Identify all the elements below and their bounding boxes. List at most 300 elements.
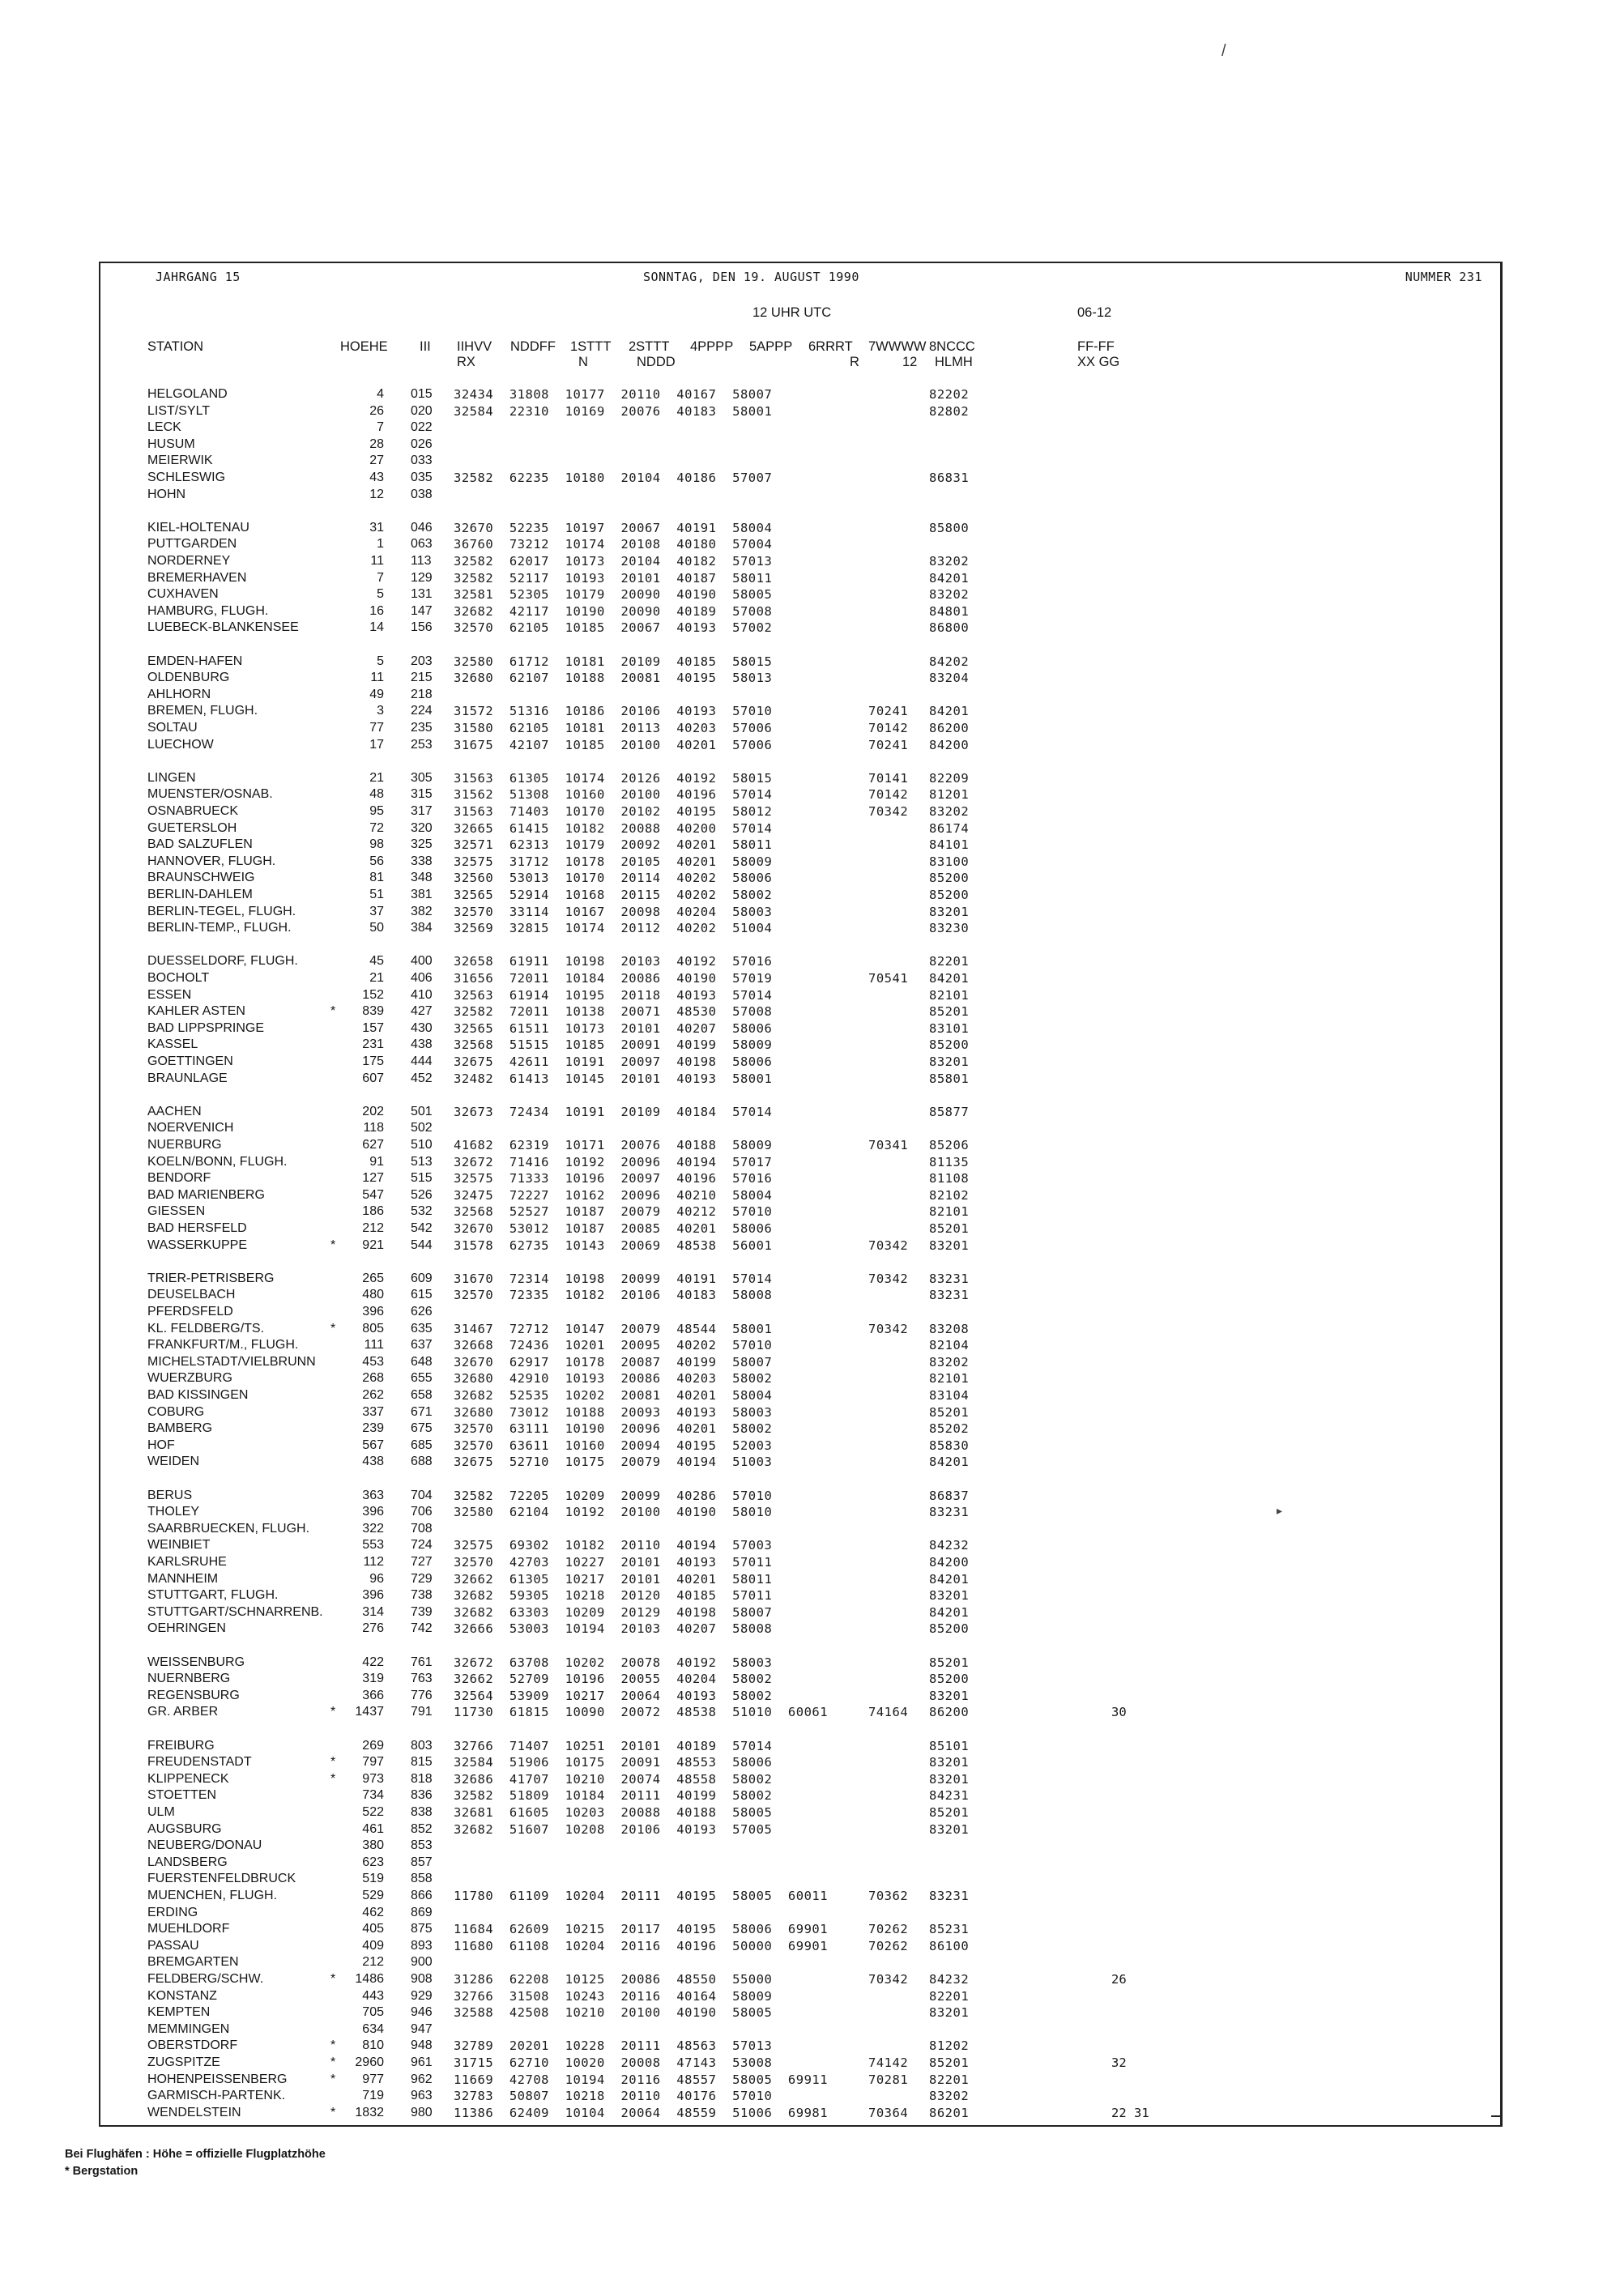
station-id: 215 xyxy=(411,671,433,685)
station-name: MICHELSTADT/VIELBRUNN xyxy=(147,1354,316,1369)
table-row xyxy=(100,1955,1500,1970)
station-name: ULM xyxy=(147,1805,175,1819)
table-row xyxy=(100,738,1500,753)
station-height: 269 xyxy=(362,1738,384,1753)
table-row xyxy=(100,1621,1500,1637)
table-row xyxy=(100,971,1500,986)
station-name: WUERZBURG xyxy=(147,1371,232,1386)
mountain-station-mark: * xyxy=(330,1321,336,1335)
station-name: KARLSRUHE xyxy=(147,1555,227,1569)
corner-mark xyxy=(1491,2115,1503,2117)
table-row xyxy=(100,437,1500,453)
observation-groups: 32680 62107 10188 20081 40195 58013 xyxy=(454,671,773,686)
table-row xyxy=(100,1788,1500,1804)
col-4pppp: 4PPPP xyxy=(690,339,734,354)
station-name: WASSERKUPPE xyxy=(147,1237,247,1252)
cloud-group: 83230 xyxy=(929,921,970,936)
station-name: FREIBURG xyxy=(147,1738,215,1753)
station-height: 175 xyxy=(362,1054,384,1068)
station-height: 734 xyxy=(362,1788,384,1803)
cloud-group: 86100 xyxy=(929,1938,970,1953)
table-row xyxy=(100,1388,1500,1404)
station-height: 43 xyxy=(369,471,384,484)
station-height: 4 xyxy=(377,387,384,401)
station-name: LIST/SYLT xyxy=(147,403,211,418)
table-row xyxy=(100,1939,1500,1954)
observation-groups: 31670 72314 10198 20099 40191 57014 xyxy=(454,1271,773,1286)
station-id: 739 xyxy=(411,1604,433,1619)
station-id: 658 xyxy=(411,1388,433,1402)
observation-groups: 31580 62105 10181 20113 40203 57006 xyxy=(454,721,773,735)
station-height: 157 xyxy=(362,1020,384,1035)
station-height: 1437 xyxy=(355,1705,384,1719)
cloud-group: 82802 xyxy=(929,403,970,419)
observation-groups: 32582 62235 10180 20104 40186 57007 xyxy=(454,471,773,485)
observation-groups: 32563 61914 10195 20118 40193 57014 xyxy=(454,987,773,1003)
station-height: 547 xyxy=(362,1187,384,1202)
cloud-group: 85201 xyxy=(929,1655,970,1670)
cloud-group: 82104 xyxy=(929,1338,970,1353)
station-height: 14 xyxy=(369,620,384,635)
station-id: 315 xyxy=(411,787,433,802)
observation-groups: 31715 62710 10020 20008 47143 53008 xyxy=(454,2055,773,2070)
col-8nccc-sub: HLMH xyxy=(935,355,973,369)
cloud-group: 86831 xyxy=(929,471,970,485)
footnote-mountain: * Bergstation xyxy=(65,2165,139,2178)
issue-number: NUMMER 231 xyxy=(1405,270,1482,284)
observation-groups: 32766 31508 10243 20116 40164 58009 xyxy=(454,1988,773,2004)
station-id: 866 xyxy=(411,1889,433,1902)
station-id: 961 xyxy=(411,2055,433,2069)
observation-groups: 32564 53909 10217 20064 40193 58002 xyxy=(454,1688,773,1703)
wind-gust: 26 xyxy=(1111,1972,1127,1987)
observation-groups: 31467 72712 10147 20079 48544 58001 xyxy=(454,1321,773,1336)
table-row xyxy=(100,1922,1500,1937)
table-row xyxy=(100,988,1500,1003)
observation-groups: 32582 62017 10173 20104 40182 57013 xyxy=(454,554,773,569)
weather-group: 70142 xyxy=(868,721,909,735)
station-name: BAD SALZUFLEN xyxy=(147,837,253,852)
observation-groups: 32666 53003 10194 20103 40207 58008 xyxy=(454,1621,773,1637)
cloud-group: 85201 xyxy=(929,1805,970,1820)
station-id: 320 xyxy=(411,820,433,835)
col-7wwww-sub: 12 xyxy=(902,355,918,369)
cloud-group: 82201 xyxy=(929,1988,970,2004)
station-id: 430 xyxy=(411,1020,433,1035)
station-height: 21 xyxy=(369,971,384,985)
table-row xyxy=(100,1889,1500,1904)
station-height: 519 xyxy=(362,1872,384,1886)
observation-groups: 32570 72335 10182 20106 40183 58008 xyxy=(454,1288,773,1303)
observation-groups: 32570 42703 10227 20101 40193 57011 xyxy=(454,1555,773,1570)
cloud-group: 82101 xyxy=(929,1371,970,1387)
observation-groups: 32668 72436 10201 20095 40202 57010 xyxy=(454,1338,773,1353)
station-height: 973 xyxy=(362,1771,384,1786)
station-id: 637 xyxy=(411,1338,433,1352)
cloud-group: 83201 xyxy=(929,1054,970,1069)
station-id: 156 xyxy=(411,620,433,635)
station-name: KASSEL xyxy=(147,1037,198,1052)
station-name: KAHLER ASTEN xyxy=(147,1004,245,1019)
station-name: BAMBERG xyxy=(147,1421,213,1436)
station-name: FREUDENSTADT xyxy=(147,1755,252,1770)
station-id: 510 xyxy=(411,1138,433,1152)
station-id: 452 xyxy=(411,1071,433,1085)
station-id: 218 xyxy=(411,687,433,701)
station-id: 253 xyxy=(411,737,433,752)
weather-group: 70142 xyxy=(868,787,909,803)
report-date: SONNTAG, DEN 19. AUGUST 1990 xyxy=(643,270,859,284)
weather-group: 70342 xyxy=(868,1271,909,1286)
table-row xyxy=(100,620,1500,636)
cloud-group: 83231 xyxy=(929,1288,970,1303)
observation-groups: 32682 51607 10208 20106 40193 57005 xyxy=(454,1821,773,1837)
station-id: 131 xyxy=(411,587,433,602)
cloud-group: 81108 xyxy=(929,1171,970,1186)
table-row xyxy=(100,1538,1500,1553)
station-id: 022 xyxy=(411,420,433,435)
cloud-group: 83204 xyxy=(929,671,970,686)
observation-groups: 32580 61712 10181 20109 40185 58015 xyxy=(454,654,773,669)
station-id: 803 xyxy=(411,1738,433,1753)
station-name: HAMBURG, FLUGH. xyxy=(147,603,269,618)
table-row xyxy=(100,771,1500,786)
wind-block-label: 06-12 xyxy=(1077,305,1112,320)
station-height: 48 xyxy=(369,787,384,802)
station-height: 977 xyxy=(362,2072,384,2086)
station-name: STUTTGART/SCHNARRENB. xyxy=(147,1604,323,1619)
observation-groups: 32565 61511 10173 20101 40207 58006 xyxy=(454,1020,773,1036)
station-name: MEIERWIK xyxy=(147,454,213,468)
station-id: 852 xyxy=(411,1821,433,1836)
station-name: AACHEN xyxy=(147,1104,202,1118)
table-row xyxy=(100,604,1500,620)
station-height: 805 xyxy=(362,1321,384,1335)
cloud-group: 82202 xyxy=(929,387,970,402)
station-height: 396 xyxy=(362,1505,384,1519)
station-height: 623 xyxy=(362,1855,384,1869)
station-name: NOERVENICH xyxy=(147,1121,234,1135)
table-row xyxy=(100,420,1500,436)
weather-group: 70342 xyxy=(868,1321,909,1336)
observation-groups: 32680 42910 10193 20086 40203 58002 xyxy=(454,1371,773,1387)
station-height: 607 xyxy=(362,1071,384,1085)
station-name: WEIDEN xyxy=(147,1455,199,1469)
table-row xyxy=(100,387,1500,403)
station-id: 963 xyxy=(411,2089,433,2103)
station-name: BRAUNLAGE xyxy=(147,1071,228,1085)
col-2sttt: 2STTT xyxy=(629,339,670,354)
station-height: 72 xyxy=(369,820,384,835)
station-id: 893 xyxy=(411,1938,433,1953)
observation-groups: 31562 51308 10160 20100 40196 57014 xyxy=(454,787,773,803)
cloud-group: 85200 xyxy=(929,1037,970,1053)
station-id: 305 xyxy=(411,770,433,785)
station-name: AHLHORN xyxy=(147,687,211,701)
cloud-group: 85200 xyxy=(929,871,970,886)
station-height: 26 xyxy=(369,403,384,418)
station-name: OBERSTDORF xyxy=(147,2038,238,2053)
station-id: 908 xyxy=(411,1972,433,1986)
observation-groups: 32686 41707 10210 20074 48558 58002 xyxy=(454,1771,773,1787)
station-id: 203 xyxy=(411,654,433,668)
observation-groups: 32475 72227 10162 20096 40210 58004 xyxy=(454,1187,773,1203)
station-id: 675 xyxy=(411,1421,433,1436)
station-name: SOLTAU xyxy=(147,721,198,735)
station-name: LECK xyxy=(147,420,181,435)
table-row xyxy=(100,1588,1500,1604)
observation-groups: 32580 62104 10192 20100 40190 58010 xyxy=(454,1505,773,1520)
station-height: 322 xyxy=(362,1521,384,1536)
volume-label: JAHRGANG 15 xyxy=(156,270,241,284)
station-height: 719 xyxy=(362,2089,384,2103)
station-height: 567 xyxy=(362,1438,384,1452)
station-name: KEMPTEN xyxy=(147,2005,211,2020)
station-name: NEUBERG/DONAU xyxy=(147,1838,262,1853)
observation-groups: 32434 31808 10177 20110 40167 58007 xyxy=(454,387,773,402)
cloud-group: 81202 xyxy=(929,2038,970,2054)
observation-groups: 32584 22310 10169 20076 40183 58001 xyxy=(454,403,773,419)
station-height: 7 xyxy=(377,420,384,435)
table-row xyxy=(100,871,1500,886)
station-height: 49 xyxy=(369,687,384,701)
station-height: 1 xyxy=(377,537,384,552)
table-row xyxy=(100,821,1500,837)
station-name: BREMEN, FLUGH. xyxy=(147,704,258,718)
table-row xyxy=(100,1071,1500,1087)
station-height: 453 xyxy=(362,1354,384,1369)
station-height: 921 xyxy=(362,1237,384,1252)
observation-groups: 32570 63611 10160 20094 40195 52003 xyxy=(454,1438,773,1453)
station-height: 28 xyxy=(369,437,384,451)
table-row xyxy=(100,1989,1500,2004)
station-id: 438 xyxy=(411,1037,433,1052)
observation-groups: 11680 61108 10204 20116 40196 50000 69901 xyxy=(454,1938,829,1953)
cloud-group: 85101 xyxy=(929,1738,970,1753)
observation-groups: 32675 42611 10191 20097 40198 58006 xyxy=(454,1054,773,1069)
col-7wwww: 7WWWW xyxy=(868,339,927,354)
table-row xyxy=(100,537,1500,552)
station-id: 626 xyxy=(411,1305,433,1318)
observation-groups: 32571 62313 10179 20092 40201 58011 xyxy=(454,837,773,853)
table-row xyxy=(100,654,1500,670)
station-name: NUERBURG xyxy=(147,1138,222,1152)
station-name: WEINBIET xyxy=(147,1538,211,1553)
station-id: 706 xyxy=(411,1505,433,1519)
station-height: 462 xyxy=(362,1905,384,1919)
station-id: 738 xyxy=(411,1588,433,1603)
mountain-station-mark: * xyxy=(330,1237,336,1252)
station-id: 776 xyxy=(411,1688,433,1702)
station-id: 035 xyxy=(411,471,433,484)
cloud-group: 83202 xyxy=(929,587,970,603)
table-row xyxy=(100,1689,1500,1704)
station-id: 763 xyxy=(411,1672,433,1686)
station-name: BENDORF xyxy=(147,1171,211,1186)
station-name: DUESSELDORF, FLUGH. xyxy=(147,954,298,969)
table-row xyxy=(100,1572,1500,1587)
observation-groups: 32584 51906 10175 20091 48553 58006 xyxy=(454,1755,773,1770)
station-name: THOLEY xyxy=(147,1505,200,1519)
station-name: COBURG xyxy=(147,1404,205,1419)
observation-groups: 32682 52535 10202 20081 40201 58004 xyxy=(454,1388,773,1403)
table-row xyxy=(100,921,1500,936)
station-name: WEISSENBURG xyxy=(147,1655,245,1669)
col-1sttt: 1STTT xyxy=(570,339,612,354)
station-name: LANDSBERG xyxy=(147,1855,228,1869)
station-name: GOETTINGEN xyxy=(147,1054,233,1068)
observation-groups: 11684 62609 10215 20117 40195 58006 69901 xyxy=(454,1922,829,1937)
station-height: 3 xyxy=(377,704,384,718)
weather-group: 70341 xyxy=(868,1138,909,1152)
station-id: 857 xyxy=(411,1855,433,1869)
station-name: PFERDSFELD xyxy=(147,1305,233,1318)
station-name: BERUS xyxy=(147,1488,193,1502)
station-name: MUENCHEN, FLUGH. xyxy=(147,1889,278,1902)
weather-group: 70364 xyxy=(868,2105,909,2120)
col-iii: III xyxy=(420,339,431,354)
station-id: 033 xyxy=(411,454,433,468)
station-id: 635 xyxy=(411,1321,433,1335)
station-id: 858 xyxy=(411,1872,433,1886)
observation-groups: 31656 72011 10184 20086 40190 57019 xyxy=(454,971,773,986)
station-name: LINGEN xyxy=(147,770,196,785)
cloud-group: 85877 xyxy=(929,1104,970,1119)
cloud-group: 84201 xyxy=(929,1571,970,1587)
observation-groups: 32570 33114 10167 20098 40204 58003 xyxy=(454,904,773,919)
station-id: 688 xyxy=(411,1455,433,1469)
station-height: 95 xyxy=(369,804,384,818)
observation-groups: 11386 62409 10104 20064 48559 51006 69981 xyxy=(454,2105,829,2120)
table-row xyxy=(100,1705,1500,1720)
cloud-group: 82209 xyxy=(929,770,970,786)
station-height: 480 xyxy=(362,1288,384,1302)
wind-gust: 22 31 xyxy=(1111,2105,1149,2120)
station-name: TRIER-PETRISBERG xyxy=(147,1271,275,1285)
station-name: MEMMINGEN xyxy=(147,2021,230,2036)
station-id: 015 xyxy=(411,387,433,401)
station-name: FUERSTENFELDBRUCK xyxy=(147,1872,296,1886)
station-height: 45 xyxy=(369,954,384,969)
observation-groups: 32582 72205 10209 20099 40286 57010 xyxy=(454,1488,773,1503)
table-row xyxy=(100,804,1500,820)
station-id: 224 xyxy=(411,704,433,718)
station-height: 31 xyxy=(369,520,384,535)
table-row xyxy=(100,2022,1500,2038)
table-row xyxy=(100,1672,1500,1687)
observation-groups: 31675 42107 10185 20100 40201 57006 xyxy=(454,737,773,752)
observation-groups: 32575 31712 10178 20105 40201 58009 xyxy=(454,854,773,869)
table-row xyxy=(100,2005,1500,2021)
station-id: 729 xyxy=(411,1571,433,1586)
cloud-group: 84200 xyxy=(929,737,970,752)
table-row xyxy=(100,905,1500,920)
cloud-group: 83100 xyxy=(929,854,970,869)
table-row xyxy=(100,1805,1500,1821)
station-height: 11 xyxy=(370,671,384,685)
weather-group: 70262 xyxy=(868,1922,909,1937)
col-6rrrt-sub: R xyxy=(850,355,859,369)
station-id: 671 xyxy=(411,1404,433,1419)
cloud-group: 82101 xyxy=(929,1204,970,1220)
cloud-group: 84201 xyxy=(929,971,970,986)
station-id: 542 xyxy=(411,1221,433,1235)
station-height: 77 xyxy=(369,721,384,735)
table-row xyxy=(100,1221,1500,1237)
cloud-group: 84201 xyxy=(929,1604,970,1620)
station-id: 836 xyxy=(411,1788,433,1803)
station-name: GARMISCH-PARTENK. xyxy=(147,2089,286,2103)
cloud-group: 85200 xyxy=(929,1621,970,1637)
cloud-group: 84101 xyxy=(929,837,970,853)
station-id: 948 xyxy=(411,2038,433,2053)
station-id: 317 xyxy=(411,804,433,818)
station-height: 522 xyxy=(362,1805,384,1819)
cloud-group: 85801 xyxy=(929,1071,970,1086)
cloud-group: 85201 xyxy=(929,1404,970,1420)
station-height: 118 xyxy=(363,1121,384,1135)
station-id: 648 xyxy=(411,1354,433,1369)
station-name: OEHRINGEN xyxy=(147,1621,226,1636)
cloud-group: 83101 xyxy=(929,1020,970,1036)
observation-groups: 31572 51316 10186 20106 40193 57010 xyxy=(454,704,773,719)
table-row xyxy=(100,854,1500,870)
station-height: 810 xyxy=(362,2038,384,2053)
cloud-group: 83202 xyxy=(929,2089,970,2104)
observation-groups: 32680 73012 10188 20093 40193 58003 xyxy=(454,1404,773,1420)
weather-group: 70241 xyxy=(868,704,909,719)
cloud-group: 83231 xyxy=(929,1889,970,1903)
table-row xyxy=(100,1972,1500,1987)
station-height: 202 xyxy=(362,1104,384,1118)
observation-groups: 11780 61109 10204 20111 40195 58005 60011 xyxy=(454,1889,829,1903)
station-id: 063 xyxy=(411,537,433,552)
station-height: 5 xyxy=(377,654,384,668)
cloud-group: 86800 xyxy=(929,620,970,636)
cloud-group: 85200 xyxy=(929,1672,970,1687)
table-row xyxy=(100,1755,1500,1770)
station-id: 038 xyxy=(411,487,433,501)
station-name: OLDENBURG xyxy=(147,671,230,685)
station-height: 56 xyxy=(369,854,384,868)
station-name: BOCHOLT xyxy=(147,971,210,985)
table-row xyxy=(100,2072,1500,2088)
station-name: KONSTANZ xyxy=(147,1988,217,2003)
time-block-label: 12 UHR UTC xyxy=(752,305,832,320)
station-height: 276 xyxy=(362,1621,384,1636)
table-row xyxy=(100,1555,1500,1570)
observation-groups: 31578 62735 10143 20069 48538 56001 xyxy=(454,1237,773,1253)
station-name: HOHN xyxy=(147,487,186,501)
table-row xyxy=(100,1772,1500,1787)
station-id: 348 xyxy=(411,871,433,885)
table-row xyxy=(100,954,1500,969)
cloud-group: 83201 xyxy=(929,2005,970,2021)
station-height: 265 xyxy=(362,1271,384,1285)
station-name: BERLIN-TEGEL, FLUGH. xyxy=(147,904,296,918)
station-id: 929 xyxy=(411,1988,433,2003)
station-name: LUECHOW xyxy=(147,737,214,752)
mountain-station-mark: * xyxy=(330,2055,336,2069)
station-height: 212 xyxy=(362,1955,384,1970)
cloud-group: 84232 xyxy=(929,1972,970,1987)
observation-groups: 31286 62208 10125 20086 48550 55000 xyxy=(454,1972,773,1987)
station-name: STUTTGART, FLUGH. xyxy=(147,1588,279,1603)
station-id: 609 xyxy=(411,1271,433,1285)
station-name: KLIPPENECK xyxy=(147,1771,229,1786)
station-height: 98 xyxy=(369,837,384,852)
cloud-group: 85200 xyxy=(929,888,970,902)
